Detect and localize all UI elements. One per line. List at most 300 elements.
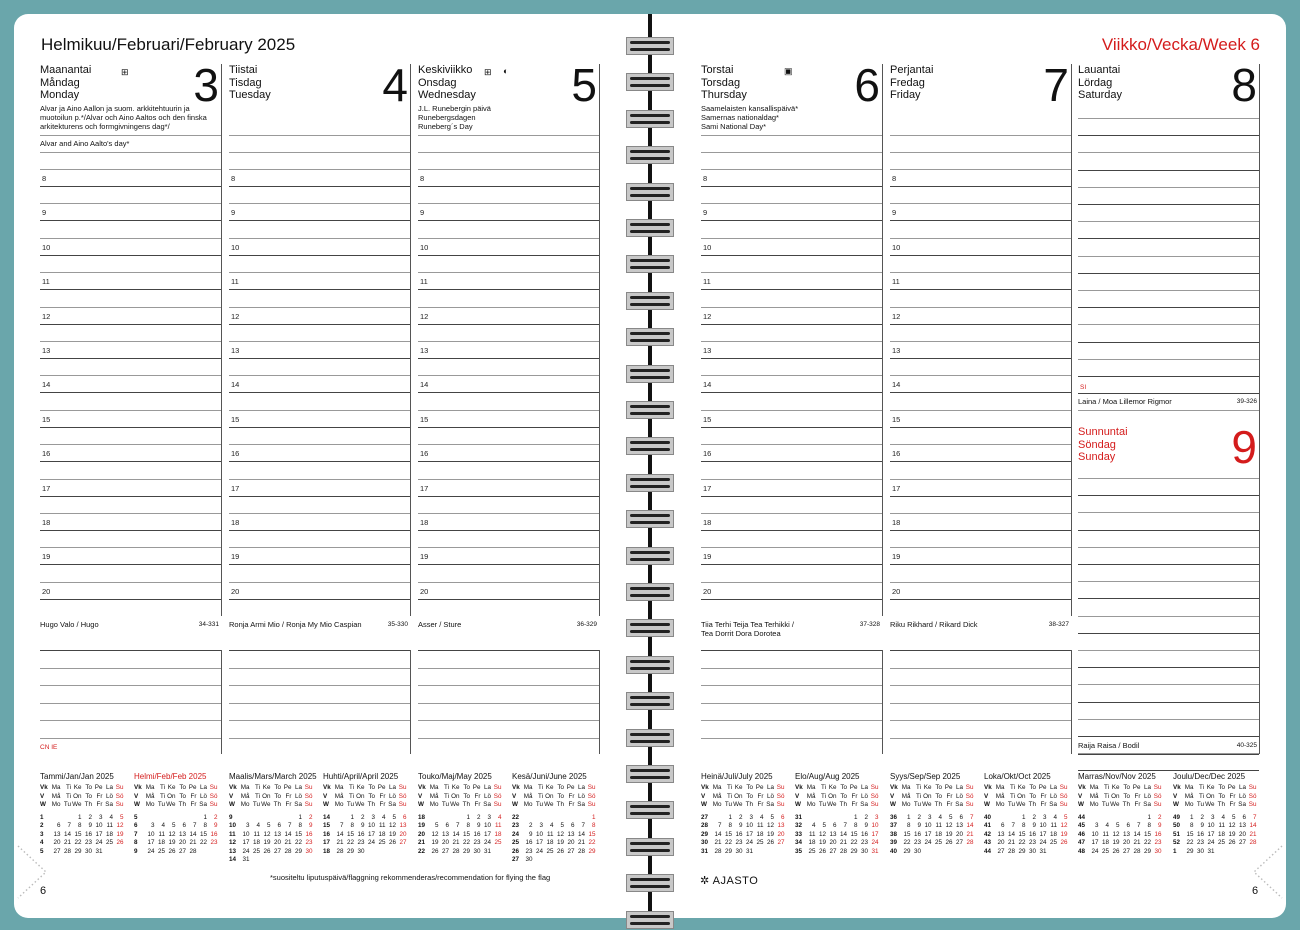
calendar-date: 30 xyxy=(305,847,313,855)
calendar-date: 3 xyxy=(874,813,879,821)
rule-line xyxy=(40,547,221,548)
notes-box-divider xyxy=(599,650,600,754)
rule-line xyxy=(229,358,410,359)
rule-line xyxy=(40,358,221,359)
hour-label: 20 xyxy=(703,586,712,596)
hour-label: 9 xyxy=(420,208,425,218)
week-number: 14 xyxy=(323,813,331,821)
hour-label: 16 xyxy=(892,449,901,459)
week-number: 27 xyxy=(512,856,520,864)
calendar-date: 16 xyxy=(210,830,218,838)
weekday-header: Ma xyxy=(1089,784,1099,792)
week-number: 37 xyxy=(890,822,898,830)
weekday-header: Tu xyxy=(441,801,449,809)
rule-line xyxy=(418,238,599,239)
calendar-date: 4 xyxy=(109,813,113,821)
calendar-date: 25 xyxy=(1217,839,1225,847)
weekday-header: Ke xyxy=(828,784,837,792)
weekday-header: On xyxy=(734,792,743,800)
name-day: Riku Rikhard / Rikard Dick xyxy=(890,620,978,629)
weekday-header: W xyxy=(984,801,990,809)
calendar-date: 20 xyxy=(955,830,963,838)
week-number: 28 xyxy=(701,822,709,830)
rule-line xyxy=(418,255,599,256)
rule-line xyxy=(40,135,221,136)
calendar-date: 14 xyxy=(966,822,974,830)
calendar-date: 15 xyxy=(903,830,911,838)
spiral-ring xyxy=(626,619,674,637)
weekday-header: Ti xyxy=(348,784,354,792)
weekday-header: On xyxy=(167,792,176,800)
calendar-date: 5 xyxy=(434,822,439,830)
weekday-header: Ti xyxy=(820,784,826,792)
calendar-date: 12 xyxy=(1112,830,1120,838)
calendar-date xyxy=(565,814,576,823)
calendar-date: 13 xyxy=(777,822,785,830)
day-name-fi: Tiistai xyxy=(229,64,258,76)
rule-line xyxy=(1078,256,1259,257)
calendar-date: 30 xyxy=(525,856,533,864)
logo-icon: ✲ xyxy=(700,875,710,887)
rule-line xyxy=(418,479,599,480)
weekday-header: Th xyxy=(273,801,281,809)
calendar-date: 12 xyxy=(1228,822,1236,830)
week-number: 3 xyxy=(40,830,44,838)
weekday-header: Ti xyxy=(443,784,449,792)
rule-line xyxy=(890,650,1071,651)
calendar-date: 28 xyxy=(284,847,292,855)
mini-calendar xyxy=(134,772,220,856)
weekday-header: On xyxy=(451,792,460,800)
hour-label: 8 xyxy=(42,174,47,183)
calendar-date: 16 xyxy=(525,839,533,847)
weekday-header: On xyxy=(356,792,365,800)
rule-line xyxy=(40,427,221,428)
rule-line xyxy=(890,272,1071,273)
calendar-date: 9 xyxy=(1032,822,1036,830)
calendar-date: 12 xyxy=(168,830,176,838)
week-number: 48 xyxy=(1078,847,1086,855)
calendar-date: 20 xyxy=(829,839,837,847)
calendar-date: 10 xyxy=(367,822,375,830)
mini-calendar-title: Touko/Maj/May 2025 xyxy=(418,772,492,781)
calendar-date: 8 xyxy=(203,822,207,830)
calendar-date: 8 xyxy=(77,822,82,830)
calendar-date xyxy=(1089,814,1100,823)
weekday-header: Ti xyxy=(65,792,71,800)
calendar-date: 21 xyxy=(1249,830,1257,838)
weekday-header: Ke xyxy=(1017,784,1026,792)
calendar-date xyxy=(827,814,838,823)
day-name-fi: Torstai xyxy=(701,64,734,76)
calendar-date: 8 xyxy=(298,822,302,830)
weekday-header: Su xyxy=(398,801,407,809)
rule-line xyxy=(1078,342,1259,343)
calendar-date: 31 xyxy=(871,847,879,855)
calendar-date: 19 xyxy=(556,839,564,847)
rule-line xyxy=(890,582,1071,583)
rule-line xyxy=(1078,616,1259,617)
weekday-header: V xyxy=(40,792,45,800)
rule-line xyxy=(1078,633,1259,634)
calendar-date: 19 xyxy=(388,830,396,838)
calendar-date xyxy=(208,848,219,857)
weekday-header: Mo xyxy=(1184,801,1194,809)
rule-line xyxy=(229,564,410,565)
calendar-date: 28 xyxy=(1007,847,1015,855)
calendar-date: 18 xyxy=(934,830,942,838)
weekday-header: Pe xyxy=(377,784,386,792)
weekday-header: Fr xyxy=(1229,801,1236,809)
weekday-header: Lö xyxy=(860,792,868,800)
rule-line xyxy=(40,738,221,739)
calendar-date: 19 xyxy=(766,830,774,838)
weekday-header: Ma xyxy=(995,784,1005,792)
calendar-date: 29 xyxy=(346,847,354,855)
calendar-date: 6 xyxy=(445,822,449,830)
weekday-header: V xyxy=(890,792,895,800)
calendar-date xyxy=(293,856,304,865)
rule-line xyxy=(701,186,882,187)
rule-line xyxy=(418,307,599,308)
weekday-header: Pe xyxy=(1227,784,1236,792)
weekday-header: Ma xyxy=(1184,784,1194,792)
calendar-date: 20 xyxy=(53,839,61,847)
calendar-date: 5 xyxy=(171,822,176,830)
weekday-header: Fr xyxy=(96,801,103,809)
rule-line xyxy=(701,668,882,669)
calendar-date: 6 xyxy=(780,813,785,821)
weekday-header: Ma xyxy=(523,784,533,792)
calendar-date: 22 xyxy=(346,839,354,847)
mini-calendar-title: Syys/Sep/Sep 2025 xyxy=(890,772,961,781)
rule-line xyxy=(418,358,599,359)
mini-calendar-title: Huhti/April/April 2025 xyxy=(323,772,399,781)
rule-line xyxy=(701,720,882,721)
weekday-header: Må xyxy=(1089,792,1099,800)
weekday-header: Ma xyxy=(712,784,722,792)
weekday-header: Ti xyxy=(254,784,260,792)
weekday-header: Ma xyxy=(145,784,155,792)
rule-line xyxy=(229,496,410,497)
holiday-note: Saamelaisten kansallispäivä* Samernas nationaldag* Sami National Day* xyxy=(701,103,799,131)
weekday-header: Su xyxy=(115,801,124,809)
weekday-header: Fr xyxy=(285,801,292,809)
week-number: 9 xyxy=(229,813,233,821)
calendar-date: 18 xyxy=(1217,830,1225,838)
weekday-header: La xyxy=(483,784,491,792)
calendar-date: 15 xyxy=(724,830,732,838)
calendar-date: 18 xyxy=(1101,839,1109,847)
mini-calendar xyxy=(323,772,409,856)
rule-line xyxy=(1078,324,1259,325)
hour-label: 11 xyxy=(420,277,428,287)
weekday-header: La xyxy=(388,784,396,792)
weekday-header: We xyxy=(450,801,460,809)
rule-line xyxy=(418,685,599,686)
weekday-header: Fr xyxy=(474,801,481,809)
rule-line xyxy=(40,496,221,497)
spiral-ring xyxy=(626,583,674,601)
calendar-date xyxy=(995,814,1006,823)
week-title: Viikko/Vecka/Week 6 xyxy=(1101,35,1260,54)
calendar-date: 23 xyxy=(305,839,313,847)
rule-line xyxy=(890,703,1071,704)
weekday-header: Ti xyxy=(1009,784,1015,792)
weekday-header: W xyxy=(40,801,46,809)
rule-line xyxy=(418,152,599,153)
weekday-header: La xyxy=(199,784,207,792)
rule-line xyxy=(229,427,410,428)
weekday-header: Lö xyxy=(577,792,585,800)
rule-line xyxy=(418,375,599,376)
calendar-date xyxy=(555,814,566,823)
weekday-header: Mo xyxy=(523,801,533,809)
calendar-date: 3 xyxy=(927,813,932,821)
calendar-date: 10 xyxy=(242,830,250,838)
calendar-date: 1 xyxy=(906,813,911,821)
calendar-date xyxy=(806,814,817,823)
weekday-header: La xyxy=(1143,784,1151,792)
weekday-header: Fr xyxy=(946,792,953,800)
rule-line xyxy=(229,530,410,531)
rule-line xyxy=(890,685,1071,686)
weekday-header: Sa xyxy=(199,801,207,809)
hour-label: 9 xyxy=(892,208,897,218)
rule-line xyxy=(1078,650,1259,651)
calendar-date xyxy=(156,814,167,823)
calendar-date: 28 xyxy=(1249,839,1257,847)
week-number: 29 xyxy=(701,830,709,838)
calendar-date: 8 xyxy=(1189,822,1194,830)
rule-line xyxy=(229,461,410,462)
week-number: 22 xyxy=(512,813,520,821)
mini-calendar-title: Kesä/Juni/June 2025 xyxy=(512,772,587,781)
weekday-header: We xyxy=(1110,801,1120,809)
calendar-date xyxy=(576,856,587,865)
calendar-date: 17 xyxy=(535,839,543,847)
weekday-header: Su xyxy=(1248,801,1257,809)
rule-line xyxy=(40,289,221,290)
weekday-header: Ke xyxy=(451,784,460,792)
weekday-header: Pe xyxy=(94,784,103,792)
weekday-header: To xyxy=(85,792,92,800)
rule-line xyxy=(1078,273,1259,274)
week-number: 7 xyxy=(134,830,138,838)
weekday-header: To xyxy=(274,792,281,800)
hour-label: 13 xyxy=(892,346,901,355)
day-number: 3 xyxy=(193,59,219,111)
calendar-date: 12 xyxy=(116,822,124,830)
calendar-date: 25 xyxy=(546,847,554,855)
calendar-date: 10 xyxy=(95,822,103,830)
calendar-date: 1 xyxy=(1147,813,1151,821)
rule-line xyxy=(701,375,882,376)
week-number: 33 xyxy=(795,830,803,838)
rule-line xyxy=(229,272,410,273)
weekday-header: Fr xyxy=(474,792,481,800)
day-column-sunday xyxy=(1078,421,1259,473)
week-number: 42 xyxy=(984,830,992,838)
weekday-header: Fr xyxy=(96,792,103,800)
calendar-date: 24 xyxy=(924,839,932,847)
rule-line xyxy=(890,738,1071,739)
calendar-date: 26 xyxy=(556,847,564,855)
week-number: 31 xyxy=(795,813,803,821)
weekday-header: On xyxy=(1017,792,1026,800)
hour-label: 20 xyxy=(420,586,429,596)
rule-line xyxy=(40,530,221,531)
day-column-saturday xyxy=(1078,59,1259,111)
hour-label: 15 xyxy=(703,414,712,424)
weekday-header: We xyxy=(72,801,82,809)
weekday-header: Pe xyxy=(1038,784,1047,792)
rule-line xyxy=(418,341,599,342)
rule-line xyxy=(418,461,599,462)
weekday-header: Sö xyxy=(1153,792,1162,800)
week-number: 30 xyxy=(701,839,709,847)
column-divider xyxy=(221,64,222,616)
spiral-ring xyxy=(626,146,674,164)
calendar-date: 21 xyxy=(452,839,460,847)
rule-line xyxy=(701,564,882,565)
rule-line xyxy=(701,324,882,325)
day-column-friday xyxy=(890,59,1071,111)
day-column-wednesday xyxy=(418,59,599,131)
calendar-date: 15 xyxy=(1143,830,1151,838)
calendar-date: 24 xyxy=(871,839,879,847)
weekday-header: Lö xyxy=(955,792,963,800)
calendar-date: 15 xyxy=(199,830,207,838)
calendar-date xyxy=(775,848,786,857)
monday-mark: CN IE xyxy=(40,744,58,751)
week-number: 2 xyxy=(40,822,44,830)
rule-line xyxy=(418,392,599,393)
rule-line xyxy=(890,564,1071,565)
week-number: 20 xyxy=(418,830,426,838)
hour-label: 17 xyxy=(420,483,429,493)
rule-line xyxy=(418,220,599,221)
weekday-header: V xyxy=(1078,792,1083,800)
calendar-date: 30 xyxy=(473,847,481,855)
hour-label: 19 xyxy=(42,552,51,562)
rule-line xyxy=(40,444,221,445)
mini-calendar xyxy=(418,772,504,856)
weekday-header: Su xyxy=(1153,801,1162,809)
rule-line xyxy=(418,444,599,445)
rule-line xyxy=(890,341,1071,342)
weekday-header: Mo xyxy=(995,801,1005,809)
calendar-date: 18 xyxy=(494,830,502,838)
weekday-header: Mo xyxy=(145,801,155,809)
hour-label: 18 xyxy=(420,518,429,527)
weekday-header: Vk xyxy=(418,784,426,792)
weekday-header: Su xyxy=(1153,784,1162,792)
rule-line xyxy=(890,427,1071,428)
calendar-date xyxy=(1100,814,1111,823)
name-day: Tiia Terhi Teija Tea Terhikki / Tea Dorrit Dora Dorotea xyxy=(701,620,794,638)
week-number: 15 xyxy=(323,822,331,830)
calendar-date: 6 xyxy=(832,822,837,830)
calendar-date: 19 xyxy=(168,839,176,847)
rule-line xyxy=(229,375,410,376)
weekday-header: Ke xyxy=(734,784,743,792)
flag-footnote: *suositeltu liputuspäivä/flaggning rekommenderas/recommendation for flying the flag xyxy=(270,873,551,882)
weekday-header: To xyxy=(1123,792,1130,800)
hour-label: 10 xyxy=(42,242,51,252)
rule-line xyxy=(40,685,221,686)
calendar-date: 1 xyxy=(203,813,207,821)
calendar-date: 18 xyxy=(808,839,816,847)
weekday-header: Tu xyxy=(913,801,921,809)
calendar-date: 12 xyxy=(431,830,439,838)
hour-label: 19 xyxy=(703,552,712,562)
calendar-date xyxy=(440,814,451,823)
weekday-header: Ti xyxy=(65,784,71,792)
weekday-header: Ti xyxy=(1103,784,1109,792)
calendar-date: 7 xyxy=(192,822,197,830)
calendar-date: 6 xyxy=(56,822,61,830)
hour-label: 10 xyxy=(892,242,901,252)
calendar-date: 14 xyxy=(577,830,585,838)
calendar-date xyxy=(576,814,587,823)
calendar-date: 26 xyxy=(431,847,439,855)
rule-line xyxy=(418,186,599,187)
calendar-date: 14 xyxy=(714,830,722,838)
rule-line xyxy=(1078,581,1259,582)
weekday-header: We xyxy=(166,801,176,809)
rule-line xyxy=(229,685,410,686)
calendar-date: 5 xyxy=(822,822,826,830)
calendar-date: 2 xyxy=(476,813,481,821)
weekday-header: W xyxy=(134,801,140,809)
rule-line xyxy=(418,547,599,548)
calendar-date: 6 xyxy=(182,822,186,830)
calendar-date: 29 xyxy=(1186,847,1194,855)
weekday-header: On xyxy=(1111,792,1120,800)
weekday-header: Ti xyxy=(1198,784,1204,792)
calendar-date: 17 xyxy=(1039,830,1047,838)
week-number: 43 xyxy=(984,839,992,847)
rule-line xyxy=(229,307,410,308)
calendar-date: 13 xyxy=(955,822,963,830)
weekday-header: Tu xyxy=(63,801,71,809)
weekday-header: Sö xyxy=(493,792,502,800)
rule-line xyxy=(890,547,1071,548)
calendar-date: 7 xyxy=(287,822,292,830)
day-number: 4 xyxy=(382,59,408,111)
calendar-date: 3 xyxy=(749,813,753,821)
holiday-note: Alvar ja Aino Aallon ja suom. arkkitehtuurin ja muotoilun p.*/Alvar och Aino Aaltos och den finska arkitekturens och formgivningens dag*/ xyxy=(40,103,207,131)
calendar-date: 28 xyxy=(63,847,71,855)
column-divider xyxy=(599,64,600,616)
calendar-date: 28 xyxy=(189,847,197,855)
calendar-date: 8 xyxy=(1147,822,1151,830)
calendar-date: 8 xyxy=(350,822,354,830)
calendar-date: 21 xyxy=(714,839,722,847)
hour-label: 9 xyxy=(703,208,708,218)
weekday-header: V xyxy=(418,792,423,800)
calendar-date: 20 xyxy=(567,839,575,847)
weekday-header: Mo xyxy=(51,801,61,809)
weekday-header: Sö xyxy=(1059,792,1068,800)
weekday-header: Th xyxy=(84,801,92,809)
week-number: 11 xyxy=(229,830,236,838)
calendar-date: 15 xyxy=(346,830,354,838)
hour-label: 17 xyxy=(703,483,712,493)
rule-line xyxy=(418,272,599,273)
calendar-date xyxy=(817,814,828,823)
